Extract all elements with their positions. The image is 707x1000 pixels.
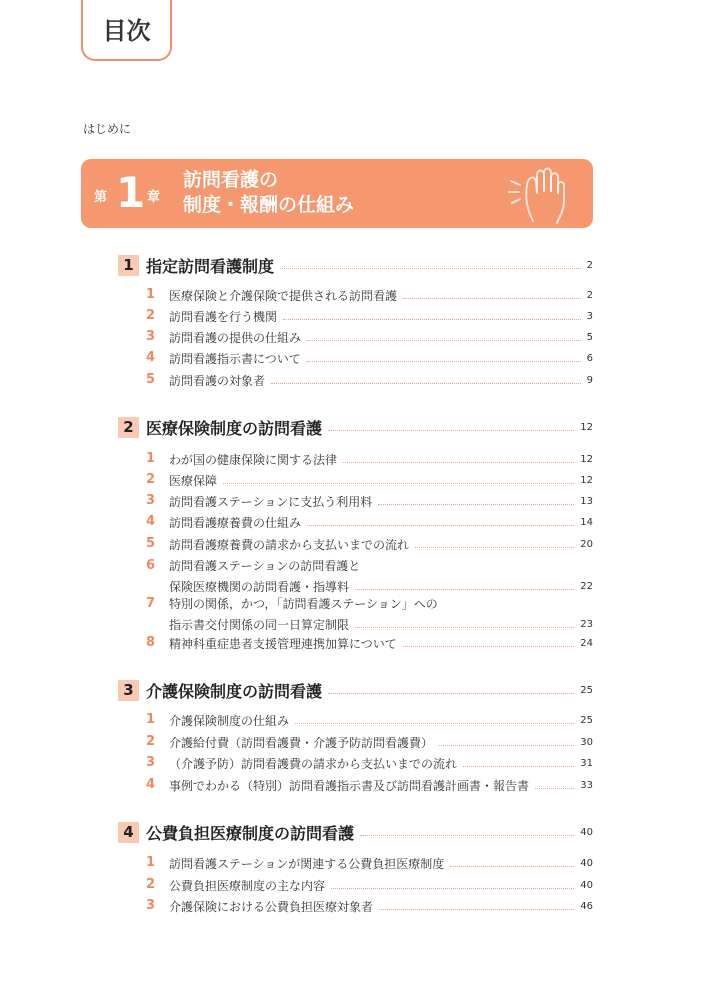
- section-number: 4: [118, 822, 139, 843]
- item-text: 介護保険における公費負担医療対象者: [169, 899, 374, 914]
- chapter-prefix: 第: [94, 190, 108, 205]
- dot-leader: [283, 319, 581, 320]
- item-text: 介護保険制度の仕組み: [169, 713, 290, 728]
- dot-leader: [415, 547, 574, 548]
- page-number: 23: [580, 618, 593, 630]
- item-number: 2: [146, 308, 156, 323]
- item-number: 4: [146, 514, 156, 529]
- page-number: 25: [580, 714, 593, 726]
- item-number: 3: [146, 329, 156, 344]
- section-number: 1: [118, 255, 139, 276]
- dot-leader: [343, 462, 574, 463]
- item-number: 1: [146, 287, 156, 302]
- item-text: 訪問看護療養費の請求から支払いまでの流れ: [169, 537, 410, 552]
- item-number: 2: [146, 877, 156, 892]
- page-number: 22: [580, 580, 593, 592]
- page-number: 33: [580, 779, 593, 791]
- dot-leader: [295, 723, 574, 724]
- dot-leader: [360, 835, 574, 836]
- page-number: 2: [586, 259, 593, 271]
- dot-leader: [450, 866, 574, 867]
- dot-leader: [271, 383, 581, 384]
- item-text: わが国の健康保険に関する法律: [169, 452, 338, 467]
- item-number: 5: [146, 372, 156, 387]
- page-number: 12: [580, 421, 593, 433]
- page-number: 2: [586, 289, 593, 301]
- item-number: 5: [146, 536, 156, 551]
- page-number: 30: [580, 736, 593, 748]
- page-number: 3: [586, 310, 593, 322]
- item-text: 精神科重症患者支援管理連携加算について: [169, 636, 397, 651]
- section-title: 介護保険制度の訪問看護: [146, 681, 323, 701]
- item-number: 4: [146, 777, 156, 792]
- dot-leader: [439, 745, 574, 746]
- item-text: 事例でわかる（特別）訪問看護指示書及び訪問看護計画書・報告書: [169, 778, 530, 793]
- dot-leader: [403, 646, 575, 647]
- item-text: 訪問看護の提供の仕組み: [169, 330, 302, 345]
- dot-leader: [378, 504, 574, 505]
- chapter-title: [183, 168, 354, 218]
- item-text: 医療保険と介護保険で提供される訪問看護: [169, 288, 398, 303]
- section-2[interactable]: [118, 416, 593, 438]
- section-1[interactable]: [118, 254, 593, 276]
- item-text: 指示書交付関係の同一日算定制限: [169, 617, 350, 632]
- page-number: 14: [580, 516, 593, 528]
- dot-leader: [307, 340, 581, 341]
- item-text-line1: 訪問看護ステーションの訪問看護と: [169, 559, 361, 573]
- dot-leader: [355, 627, 574, 628]
- toc-title: 目次: [102, 17, 151, 45]
- dot-leader: [463, 766, 574, 767]
- item-number: 6: [146, 558, 156, 573]
- dot-leader: [331, 888, 574, 889]
- item-number: 2: [146, 734, 156, 749]
- item-text: 公費負担医療制度の主な内容: [169, 878, 326, 893]
- page-number: 20: [580, 538, 593, 550]
- item-text: （介護予防）訪問看護費の請求から支払いまでの流れ: [169, 756, 458, 771]
- item-text: 介護給付費（訪問看護費・介護予防訪問看護費）: [169, 735, 434, 750]
- section-number: 2: [118, 417, 139, 438]
- page-number: 31: [580, 757, 593, 769]
- page-number: 25: [580, 684, 593, 696]
- chapter-title-line1: 訪問看護の: [183, 169, 279, 191]
- page-number: 40: [580, 879, 593, 891]
- dot-leader: [355, 589, 574, 590]
- item-number: 2: [146, 472, 156, 487]
- chapter-banner: [81, 159, 593, 228]
- item-number: 1: [146, 855, 156, 870]
- chapter-number: 1: [116, 168, 146, 217]
- item-text-line1: 特別の関係，かつ，「訪問看護ステーション」への: [169, 597, 438, 611]
- page-number: 13: [580, 495, 593, 507]
- section-3[interactable]: [118, 679, 593, 701]
- page-number: 24: [580, 637, 593, 649]
- section-title: 指定訪問看護制度: [146, 256, 275, 276]
- page-number: 40: [580, 826, 593, 838]
- dot-leader: [307, 361, 581, 362]
- item-text: 訪問看護を行う機関: [169, 309, 278, 324]
- section-title: 医療保険制度の訪問看護: [146, 418, 323, 438]
- item-text: 医療保障: [169, 473, 218, 488]
- page-number: 46: [580, 900, 593, 912]
- toc-tab: [81, 0, 172, 61]
- item-text: 訪問看護ステーションが関連する公費負担医療制度: [169, 856, 445, 871]
- item-text: 保険医療機関の訪問看護・指導料: [169, 579, 350, 594]
- dot-leader: [535, 788, 574, 789]
- dot-leader: [280, 268, 581, 269]
- item-text: 訪問看護ステーションに支払う利用料: [169, 494, 373, 509]
- item-number: 4: [146, 350, 156, 365]
- page-number: 5: [586, 331, 593, 343]
- dot-leader: [328, 430, 574, 431]
- chapter-suffix: 章: [147, 190, 161, 205]
- item-number: 7: [146, 596, 156, 611]
- item-number: 3: [146, 755, 156, 770]
- page-number: 40: [580, 857, 593, 869]
- item-text: 訪問看護の対象者: [169, 373, 266, 388]
- dot-leader: [223, 483, 574, 484]
- intro-entry[interactable]: はじめに: [83, 122, 132, 136]
- page-number: 12: [580, 453, 593, 465]
- dot-leader: [307, 525, 574, 526]
- dot-leader: [379, 909, 574, 910]
- section-4[interactable]: [118, 821, 593, 843]
- section-title: 公費負担医療制度の訪問看護: [146, 823, 355, 843]
- page-number: 9: [586, 374, 593, 386]
- item-number: 1: [146, 451, 156, 466]
- hand-icon: [503, 163, 581, 225]
- item-number: 3: [146, 493, 156, 508]
- dot-leader: [403, 298, 581, 299]
- item-number: 3: [146, 898, 156, 913]
- section-number: 3: [118, 680, 139, 701]
- item-text: 訪問看護指示書について: [169, 351, 301, 366]
- chapter-title-line2: 制度・報酬の仕組み: [183, 194, 355, 216]
- item-text: 訪問看護療養費の仕組み: [169, 515, 302, 530]
- page-number: 12: [580, 474, 593, 486]
- page-number: 6: [586, 352, 593, 364]
- item-number: 1: [146, 712, 156, 727]
- item-number: 8: [146, 635, 156, 650]
- dot-leader: [328, 693, 574, 694]
